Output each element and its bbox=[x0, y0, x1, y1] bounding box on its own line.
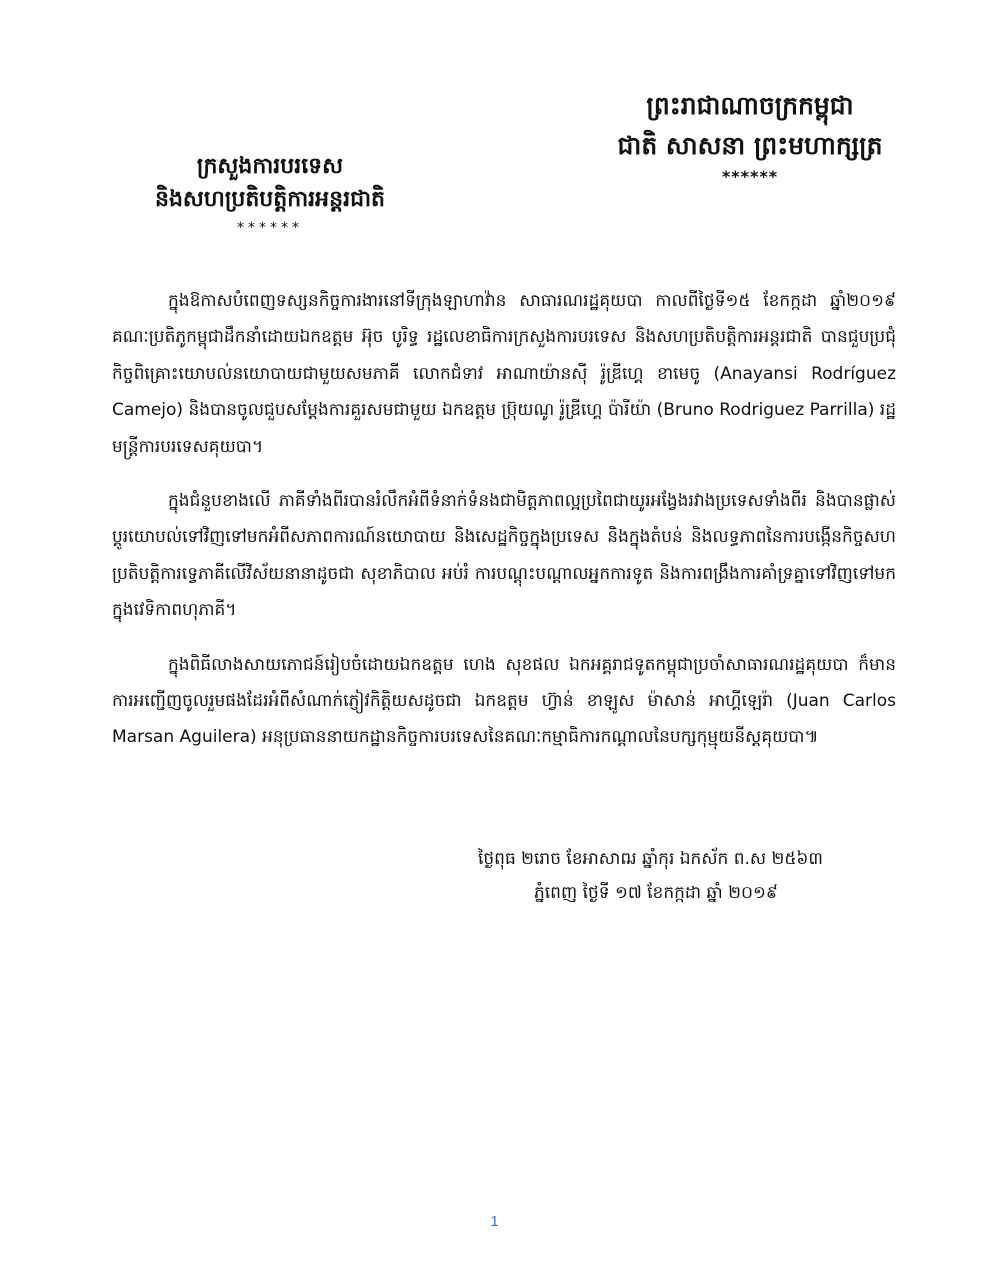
kingdom-title: ព្រះរាជាណាចក្រកម្ពុជា bbox=[646, 91, 854, 120]
national-motto: ជាតិ សាសនា ព្រះមហាក្សត្រ bbox=[617, 131, 883, 160]
solar-date: ភ្នំពេញ ថ្ងៃទី ១៧ ខែកក្កដា ឆ្នាំ ២០១៩ bbox=[534, 883, 778, 903]
ministry-name-line2: និងសហប្រតិបត្តិការអន្តរជាតិ bbox=[155, 187, 385, 212]
ministry-stars-divider: ****** bbox=[237, 220, 303, 236]
kingdom-stars-divider: ****** bbox=[721, 167, 779, 186]
ministry-header bbox=[120, 150, 420, 240]
date-block bbox=[470, 842, 900, 910]
lunar-date: ថ្ងៃពុធ ២រោច ខែអាសាឍ ឆ្នាំកុរ ឯកស័ក ព.ស ២៥៦៣ bbox=[478, 849, 823, 869]
paragraph-1: ក្នុងឱកាសបំពេញទស្សនកិច្ចការងារនៅទីក្រុងឡាហាវ៉ាន សាធារណរដ្ឋគុយបា កាលពីថ្ងៃទី១៥ ខែកក្កដា ឆ្នាំ២០១៩ គណៈប្រតិភូកម្ពុជាដឹកនាំដោយឯកឧត្តម អ៊ុច បូរិទ្ធ រដ្ឋលេខាធិការក្រសួងការបរទេស និងសហប្រតិបត្តិការអន្តរជាតិ បានជួបប្រជុំកិច្ចពិគ្រោះយោបល់នយោបាយជាមួយសមភាគី លោកជំទាវ អាណាយ៉ានស៊ី រ៉ូឌ្រីហ្គេ ខាមេចូ (Anayansi Rodríguez Camejo) និងបានចូលជួបសម្តែងការគួរសមជាមួយ ឯកឧត្តម ប្រ៊ុយណូ រ៉ូឌ្រីហ្គេ ប៉ារីយ៉ា (Bruno Rodriguez Parrilla) រដ្ឋមន្ត្រីការបរទេសគុយបា។ bbox=[112, 291, 896, 457]
kingdom-header bbox=[585, 86, 915, 188]
paragraph-3: ក្នុងពិធីលាងសាយភោជន៍រៀបចំដោយឯកឧត្តម ហេង សុខផល ឯកអគ្គរាជទូតកម្ពុជាប្រចាំសាធារណរដ្ឋគុយបា ក៏មានការអញ្ជើញចូលរួមផងដែរអំពីសំណាក់ភ្ញៀវកិត្តិយសដូចជា ឯកឧត្តម ហ៊្វាន់ ខាឡូស ម៉ាសាន់ អាហ្គីឡេរ៉ា (Juan Carlos Marsan Aguilera) អនុប្រធាននាយកដ្ឋានកិច្ចការបរទេសនៃគណៈកម្មាធិការកណ្តាលនៃបក្សកុម្មុយនីស្តគុយបា៕ bbox=[112, 654, 896, 748]
ministry-name-line1: ក្រសួងការបរទេស bbox=[196, 154, 344, 179]
press-release-body bbox=[112, 283, 896, 774]
paragraph-2: ក្នុងជំនួបខាងលើ ភាគីទាំងពីរបានរំលឹកអំពីទំនាក់ទំនងជាមិត្តភាពល្អប្រពៃជាយូរអង្វែងរវាងប្រទេសទាំងពីរ និងបានផ្លាស់ប្តូរយោបល់ទៅវិញទៅមកអំពីសភាពការណ៍នយោបាយ និងសេដ្ឋកិច្ចក្នុងប្រទេស និងក្នុងតំបន់ និងលទ្ធភាពនៃការបង្កើនកិច្ចសហប្រតិបត្តិការទ្វេភាគីលើវិស័យនានាដូចជា សុខាភិបាល អប់រំ ការបណ្តុះបណ្តាលអ្នកការទូត និងការពង្រឹងការគាំទ្រគ្នាទៅវិញទៅមកក្នុងវេទិកាពហុភាគី។ bbox=[112, 491, 896, 621]
page-number: 1 bbox=[490, 1213, 499, 1230]
